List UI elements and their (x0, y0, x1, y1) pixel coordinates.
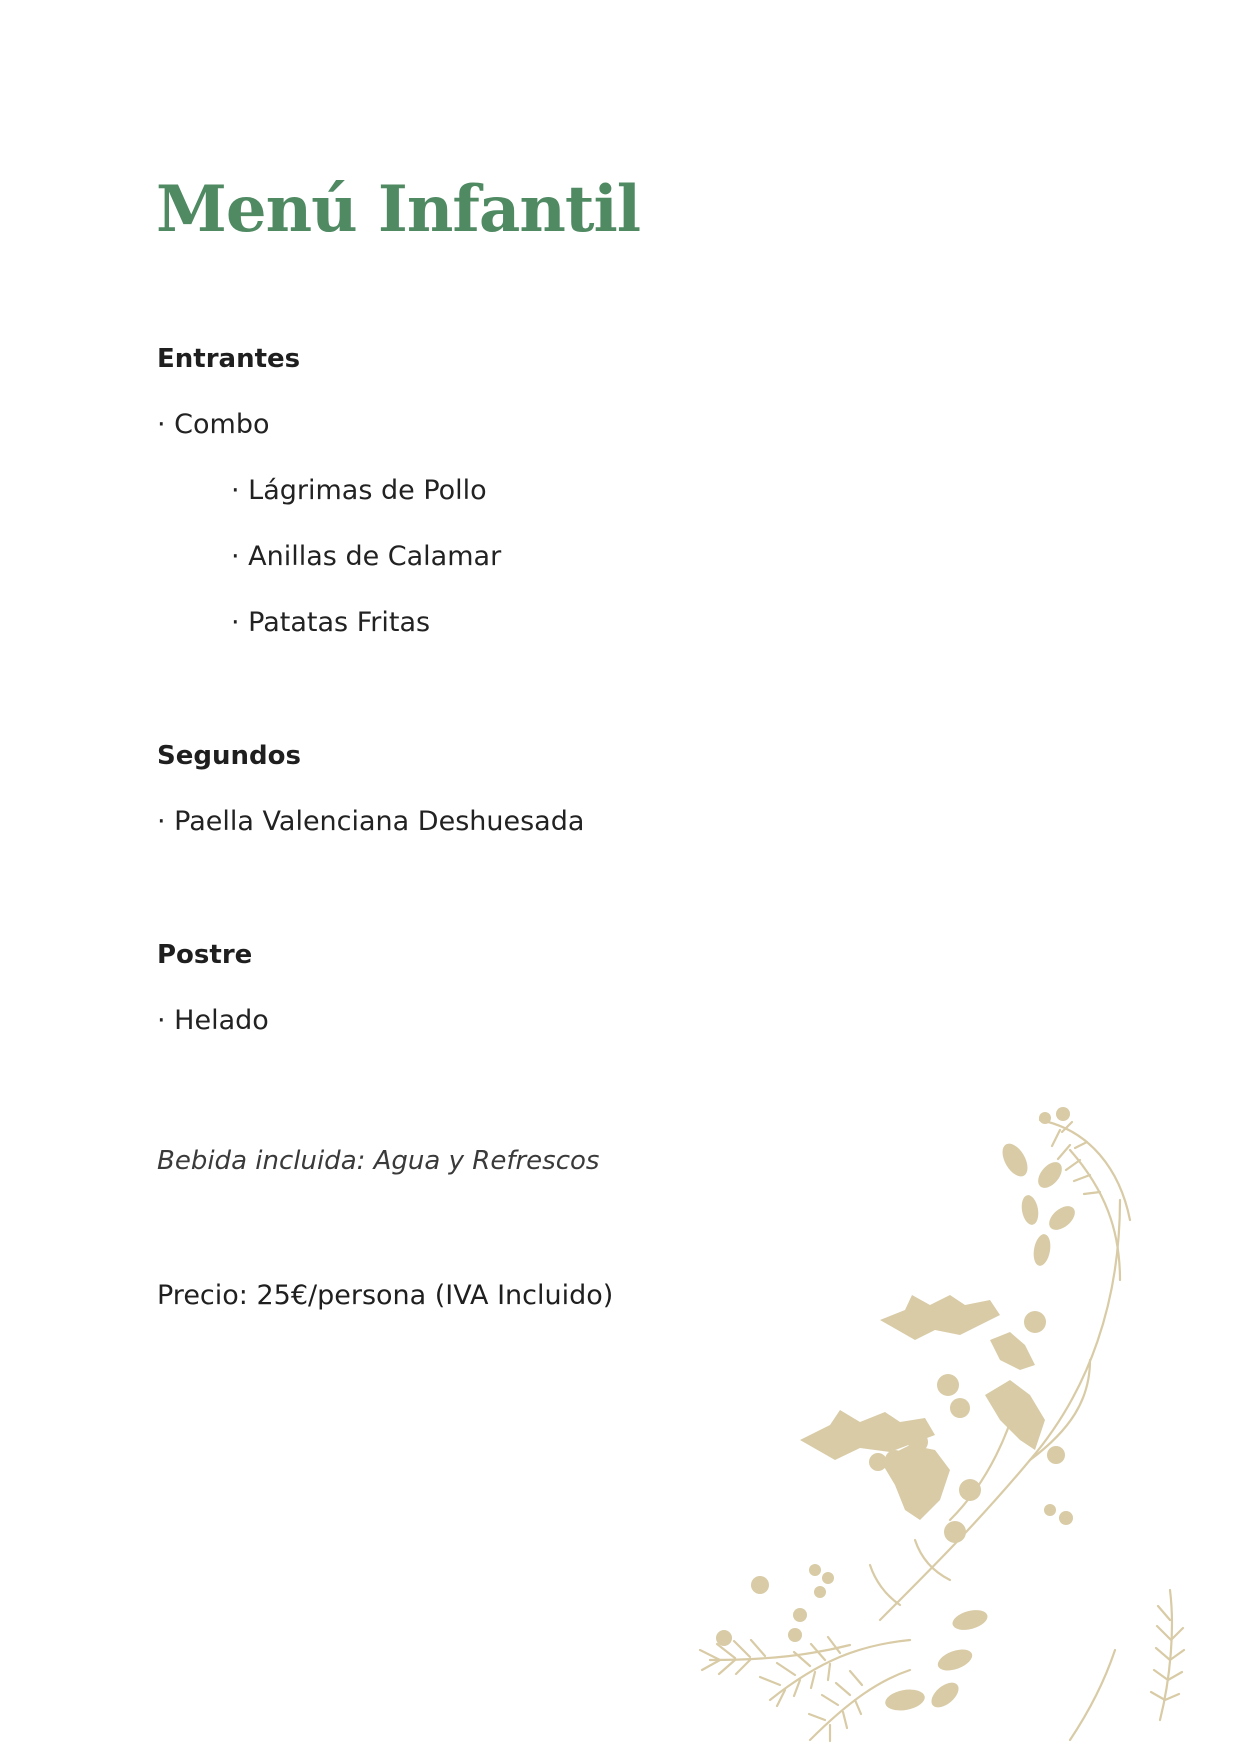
menu-item-patatas-fritas: · Patatas Fritas (231, 607, 431, 638)
menu-item-helado: · Helado (157, 1005, 269, 1036)
holly-ornament-icon (650, 1100, 1241, 1754)
price-line: Precio: 25€/persona (IVA Incluido) (157, 1280, 614, 1311)
section-heading-mains: Segundos (157, 741, 301, 771)
menu-item-anillas-de-calamar: · Anillas de Calamar (231, 541, 502, 572)
drinks-note: Bebida incluida: Agua y Refrescos (157, 1146, 600, 1176)
menu-item-paella: · Paella Valenciana Deshuesada (157, 806, 585, 837)
page-title: Menú Infantil (156, 172, 641, 247)
section-heading-dessert: Postre (157, 940, 253, 970)
menu-item-lagrimas-de-pollo: · Lágrimas de Pollo (231, 475, 487, 506)
section-heading-starters: Entrantes (157, 344, 301, 374)
menu-item-combo: · Combo (157, 409, 270, 440)
